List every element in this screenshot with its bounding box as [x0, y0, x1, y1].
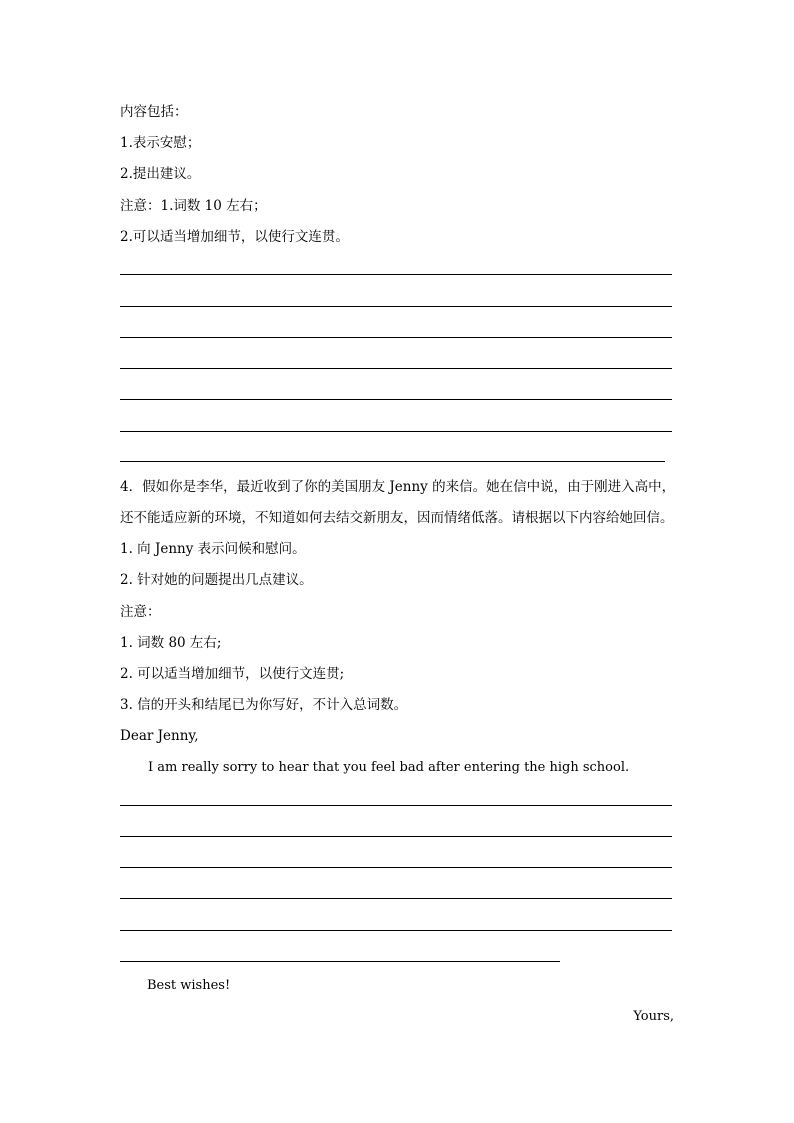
answer-line[interactable] [120, 836, 672, 837]
note-1: 1. 词数 80 左右; [120, 635, 222, 651]
content-item-1: 1.表示安慰； [120, 135, 201, 151]
question-prompt-line-2: 还不能适应新的环境，不知道如何去结交新朋友，因而情绪低落。请根据以下内容给她回信。 [120, 510, 674, 526]
answer-line[interactable] [120, 274, 672, 275]
answer-line[interactable] [120, 368, 672, 369]
content-heading: 内容包括： [120, 104, 188, 120]
answer-line[interactable] [120, 930, 672, 931]
letter-salutation: Dear Jenny, [120, 728, 199, 744]
note-line-1: 注意：1.词数 10 左右； [120, 198, 267, 214]
answer-line[interactable] [120, 337, 672, 338]
content-item-2: 2.提出建议。 [120, 166, 201, 182]
answer-line[interactable] [120, 399, 672, 400]
letter-opening-sentence: I am really sorry to hear that you feel bad after entering the high school. [148, 760, 630, 775]
question-prompt-line-1: 4．假如你是李华，最近收到了你的美国朋友 Jenny 的来信。她在信中说，由于刚进入高中， [120, 479, 676, 495]
letter-closing: Best wishes! [147, 978, 231, 993]
answer-line[interactable] [120, 805, 672, 806]
answer-line[interactable] [120, 961, 560, 962]
letter-signoff: Yours, [633, 1009, 674, 1024]
requirement-2: 2. 针对她的问题提出几点建议。 [120, 572, 313, 588]
answer-line[interactable] [120, 306, 672, 307]
answer-line[interactable] [120, 898, 672, 899]
requirement-1: 1. 向 Jenny 表示问候和慰问。 [120, 541, 306, 557]
answer-line[interactable] [120, 461, 665, 462]
answer-line[interactable] [120, 431, 672, 432]
answer-line[interactable] [120, 867, 672, 868]
note-heading: 注意： [120, 604, 161, 620]
note-2: 2. 可以适当增加细节，以使行文连贯; [120, 666, 345, 682]
note-3: 3. 信的开头和结尾已为你写好，不计入总词数。 [120, 697, 408, 713]
note-line-2: 2.可以适当增加细节，以使行文连贯。 [120, 229, 349, 245]
